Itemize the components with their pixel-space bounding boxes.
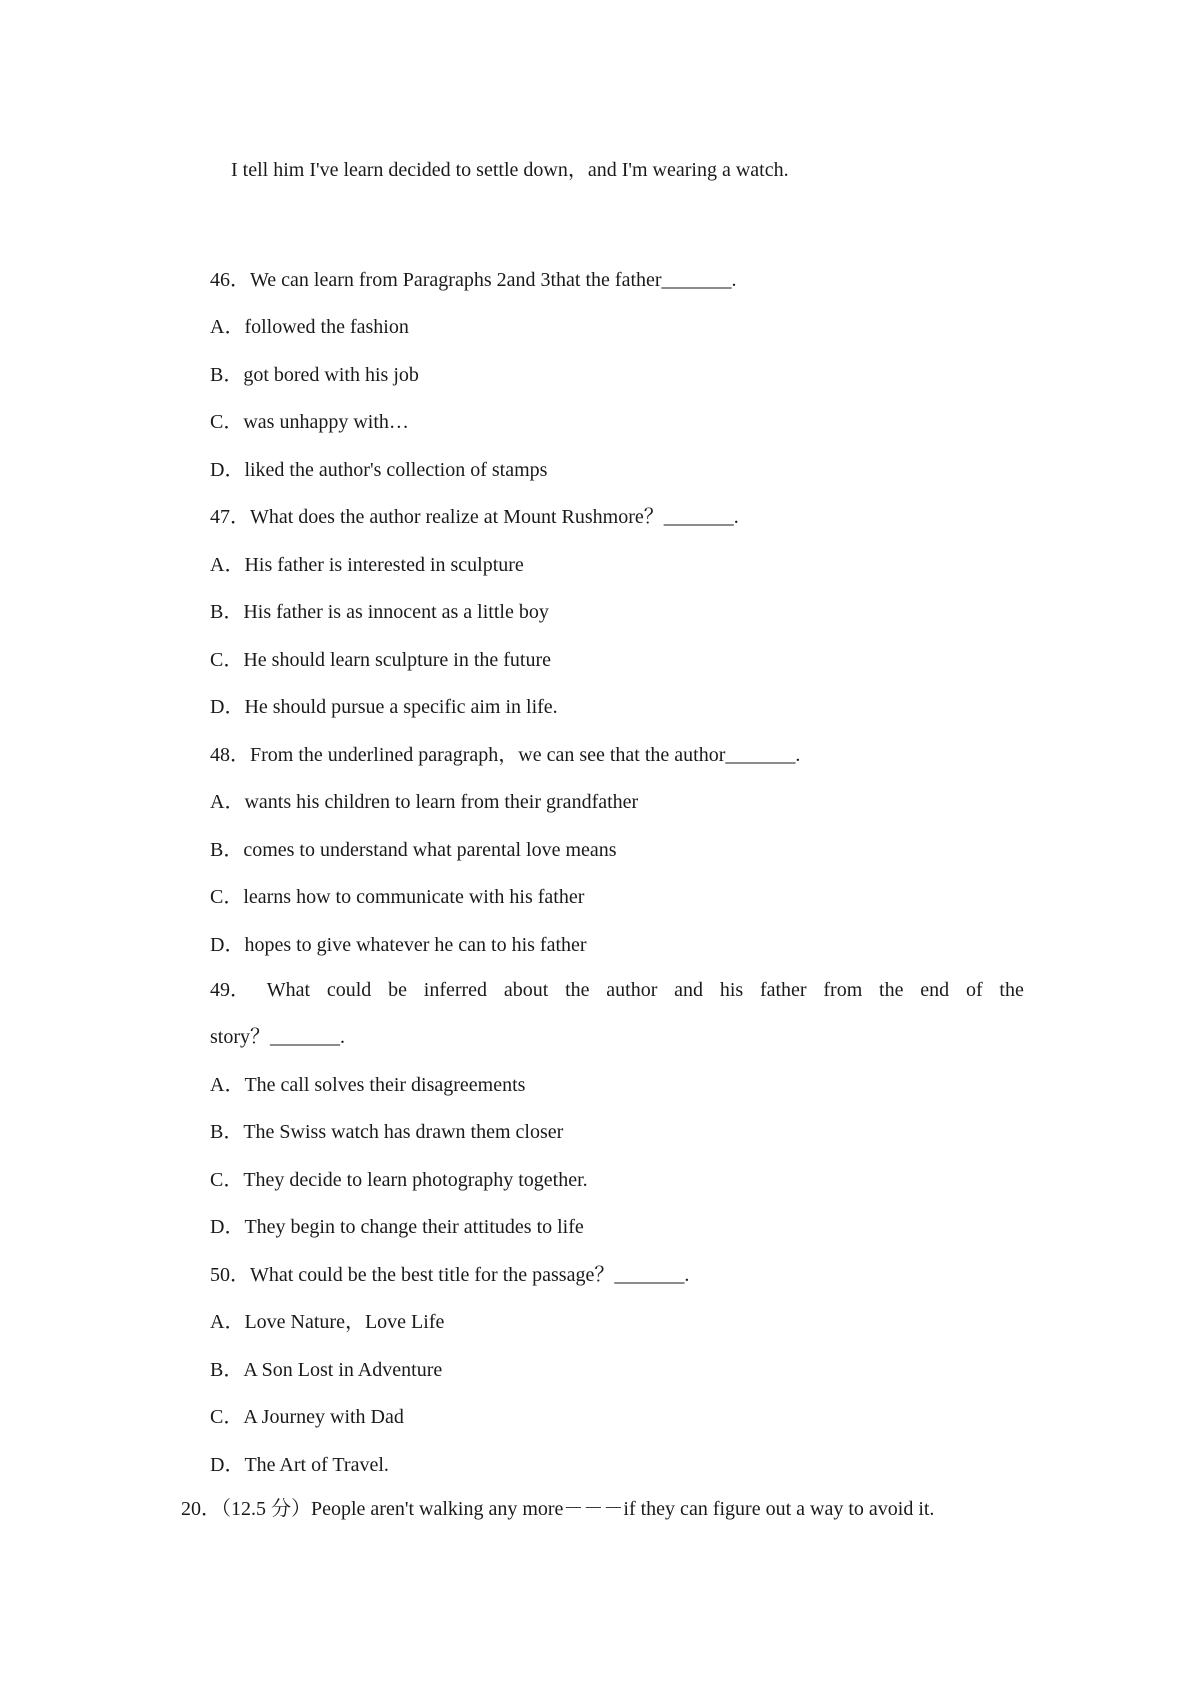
question-49-word: father bbox=[759, 979, 807, 1001]
question-49-word: end bbox=[920, 979, 950, 1001]
passage-last-line: I tell him I've learn decided to settle down，and I'm wearing a watch. bbox=[231, 159, 789, 181]
question-47-option-a: A．His father is interested in sculpture bbox=[210, 554, 524, 576]
question-49-stem-continued: story？_______. bbox=[210, 1026, 345, 1048]
question-46-stem: 46．We can learn from Paragraphs 2and 3that the father_______. bbox=[210, 269, 737, 291]
question-49-word: the bbox=[565, 979, 590, 1001]
question-47-option-d: D．He should pursue a specific aim in life. bbox=[210, 696, 558, 718]
question-48-option-b: B．comes to understand what parental love means bbox=[210, 839, 617, 861]
question-49-option-b: B．The Swiss watch has drawn them closer bbox=[210, 1121, 564, 1143]
question-49-option-a: A．The call solves their disagreements bbox=[210, 1074, 526, 1096]
question-49-word: inferred bbox=[423, 979, 488, 1001]
question-50-option-d: D．The Art of Travel. bbox=[210, 1454, 389, 1476]
question-49-stem bbox=[210, 978, 1024, 1002]
question-49-word: 49． bbox=[210, 979, 250, 1001]
question-46-option-a: A．followed the fashion bbox=[210, 316, 409, 338]
question-50-option-b: B．A Son Lost in Adventure bbox=[210, 1359, 443, 1381]
question-49-word: from bbox=[823, 979, 863, 1001]
question-46-option-b: B．got bored with his job bbox=[210, 364, 419, 386]
question-20-stem: 20．（12.5 分）People aren't walking any more－－－if they can figure out a way to avoid it. bbox=[181, 1498, 935, 1520]
question-49-word: the bbox=[879, 979, 904, 1001]
question-49-word: of bbox=[965, 979, 983, 1001]
question-49-word: What bbox=[266, 979, 311, 1001]
question-48-option-d: D．hopes to give whatever he can to his father bbox=[210, 934, 587, 956]
question-49-word: and bbox=[674, 979, 704, 1001]
question-46-option-d: D．liked the author's collection of stamps bbox=[210, 459, 548, 481]
question-50-option-c: C．A Journey with Dad bbox=[210, 1406, 404, 1428]
question-46-option-c: C．was unhappy with… bbox=[210, 411, 409, 433]
question-49-word: his bbox=[719, 979, 744, 1001]
question-49-word: the bbox=[999, 979, 1024, 1001]
question-47-stem: 47．What does the author realize at Mount Rushmore？_______. bbox=[210, 506, 739, 528]
question-49-option-c: C．They decide to learn photography together. bbox=[210, 1169, 588, 1191]
question-48-stem: 48．From the underlined paragraph，we can see that the author_______. bbox=[210, 744, 801, 766]
question-47-option-b: B．His father is as innocent as a little boy bbox=[210, 601, 549, 623]
question-47-option-c: C．He should learn sculpture in the future bbox=[210, 649, 552, 671]
question-48-option-a: A．wants his children to learn from their grandfather bbox=[210, 791, 639, 813]
question-49-word: be bbox=[388, 979, 407, 1001]
question-49-word: could bbox=[326, 979, 372, 1001]
question-48-option-c: C．learns how to communicate with his father bbox=[210, 886, 585, 908]
question-49-word: about bbox=[503, 979, 549, 1001]
question-49-option-d: D．They begin to change their attitudes to life bbox=[210, 1216, 584, 1238]
question-50-option-a: A．Love Nature，Love Life bbox=[210, 1311, 445, 1333]
question-50-stem: 50．What could be the best title for the passage？_______. bbox=[210, 1264, 690, 1286]
question-49-word: author bbox=[606, 979, 658, 1001]
